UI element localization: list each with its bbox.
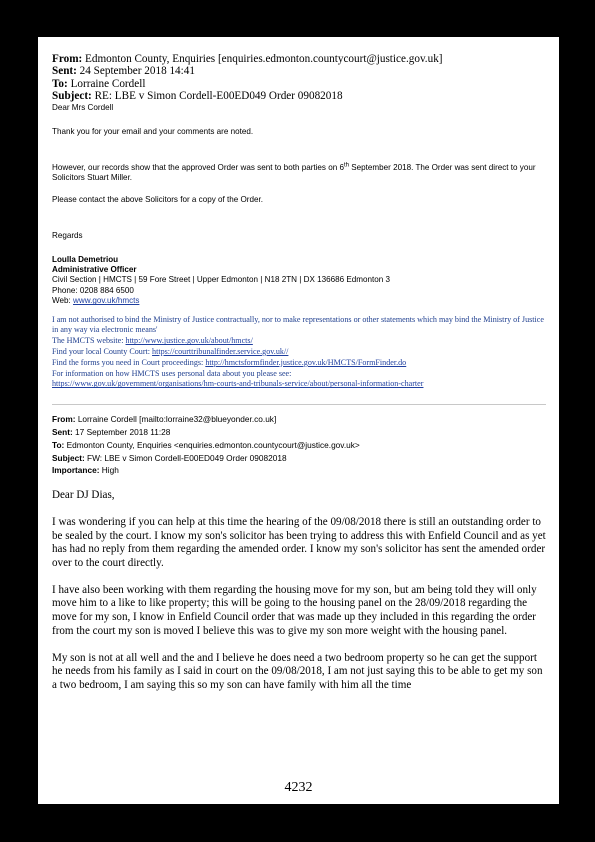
email1-regards: Regards	[52, 230, 83, 240]
court-finder-link[interactable]: https://courttribunalfinder.service.gov.uk//	[152, 347, 289, 357]
sig-phone: Phone: 0208 884 6500	[52, 285, 134, 295]
email2-header	[52, 413, 546, 477]
privacy-link[interactable]: https://www.gov.uk/government/organisations/hm-courts-and-tribunals-service/about/personal-information-charter	[52, 379, 424, 389]
email1-para3: Please contact the above Solicitors for a copy of the Order.	[52, 194, 264, 204]
page-number: 4232	[284, 780, 313, 795]
email1-sent: Sent: 24 September 2018 14:41	[52, 65, 195, 78]
email1-from: From: Edmonton County, Enquiries [enquiries.edmonton.countycourt@justice.gov.uk]	[52, 53, 443, 65]
email2-to: To: Edmonton County, Enquiries <enquiries.edmonton.countycourt@justice.gov.uk>	[52, 439, 360, 450]
document-content	[52, 53, 546, 693]
email2-subject: Subject: FW: LBE v Simon Cordell-E00ED049 Order 09082018	[52, 452, 287, 463]
email2-para3: My son is not at all well and the and I believe he does need a two bedroom property so he can get the support he needs from his family as I said in court on the 09/08/2018, I am not just saying this to be able to get my son a two bedroom, I am saying this so my son can have family with him all the time	[52, 651, 543, 691]
sig-title: Administrative Officer	[52, 265, 137, 275]
email1-to: To: Lorraine Cordell	[52, 77, 146, 90]
hmcts-website-link[interactable]: http://www.justice.gov.uk/about/hmcts/	[125, 336, 253, 346]
email2-from: From: Lorraine Cordell [mailto:lorraine32@blueyonder.co.uk]	[52, 414, 277, 425]
form-finder: Find the forms you need in Court proceedings: http://hmctsformfinder.justice.gov.uk/HMCTS/FormFinder.do	[52, 357, 407, 367]
document-page	[38, 37, 559, 804]
email2-greeting: Dear DJ Dias,	[52, 489, 115, 502]
sig-web: Web: www.gov.uk/hmcts	[52, 296, 140, 306]
email1-subject: Subject: RE: LBE v Simon Cordell-E00ED049 Order 09082018	[52, 90, 343, 103]
disclaimer-text: I am not authorised to bind the Ministry of Justice contractually, nor to make representations or other statements which may bind the Ministry of Justice in any way via electronic means'	[52, 314, 544, 335]
email1-header	[52, 53, 546, 103]
email1-disclaimer-block	[52, 315, 546, 391]
sig-name: Loulla Demetriou	[52, 254, 119, 264]
form-finder-link[interactable]: http://hmctsformfinder.justice.gov.uk/HMCTS/FormFinder.do	[205, 357, 407, 367]
email2-sent: Sent: 17 September 2018 11:28	[52, 427, 171, 438]
email1-signature	[52, 255, 546, 307]
email2-para1: I was wondering if you can help at this time the hearing of the 09/08/2018 there is still an outstanding order to be sealed by the court. I know my son's solicitor has been trying to address this with Enfield Council and as yet has had no reply from them regarding the amended order. I know my son's solicitor has sent the amended order over to the court directly.	[52, 515, 546, 570]
privacy-text: For information on how HMCTS uses personal data about you please see:	[52, 368, 292, 378]
email-divider	[52, 404, 546, 405]
sig-web-link[interactable]: www.gov.uk/hmcts	[73, 296, 140, 306]
email2-para2: I have also been working with them regarding the housing move for my son, but am being told they will only move him to a like to like property; this will be going to the housing panel on the 28/09/2018 regarding the move for my son, I know in Enfield Council order that was made up they included in this regarding the order from the court my son is moved I believe this was to give my son more weight with the housing panel.	[52, 583, 537, 637]
hmcts-website: The HMCTS website: http://www.justice.gov.uk/about/hmcts/	[52, 336, 253, 346]
sig-address: Civil Section | HMCTS | 59 Fore Street | Upper Edmonton | N18 2TN | DX 136686 Edmonton 3	[52, 275, 391, 285]
court-finder: Find your local County Court: https://courttribunalfinder.service.gov.uk//	[52, 347, 289, 357]
email1-para2: However, our records show that the approved Order was sent to both parties on 6th September 2018. The Order was sent direct to your Solicitors Stuart Miller.	[52, 161, 536, 182]
email1-para1: Thank you for your email and your comments are noted.	[52, 126, 254, 136]
email1-greeting: Dear Mrs Cordell	[52, 102, 114, 112]
email2-importance: Importance: High	[52, 465, 119, 476]
